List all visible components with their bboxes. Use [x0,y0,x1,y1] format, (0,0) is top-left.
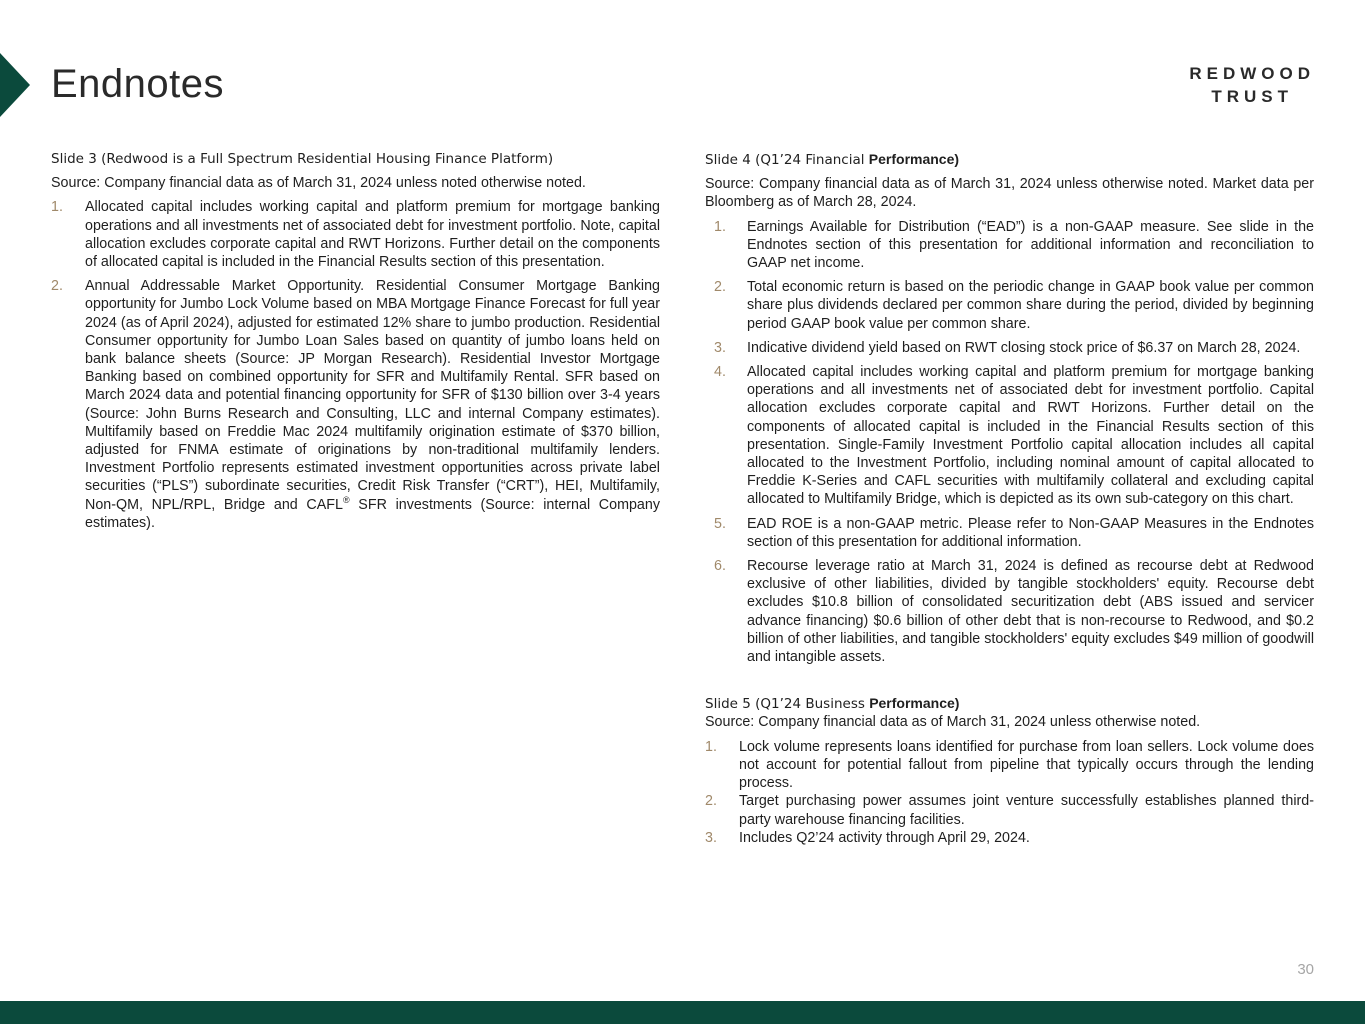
slide4-heading [705,150,1314,169]
note-text: Annual Addressable Market Opportunity. Residential Consumer Mortgage Banking opportunity for Jumbo Lock Volume based on MBA Mortgage Finance Forecast for full year 2024 (as of April 2024), adjusted for estimated 12% share to jumbo production. Residential Consumer opportunity for Jumbo Loan Sales based on quantity of jumbo loans held on bank balance sheets (Source: JP Morgan Research). Residential Investor Mortgage Banking based on combined opportunity for SFR and Multifamily Rental. SFR based on March 2024 data and potential financing opportunity for SFR of $130 billion over 3-4 years (Source: John Burns Research and Consulting, LLC and internal Company estimates). Multifamily based on Freddie Mac 2024 multifamily origination estimate of $370 billion, adjusted for FNMA estimate of originations by non-traditional multifamily lenders. Investment Portfolio represents estimated investment opportunities across private label securities (“PLS”) subordinate securities, Credit Risk Transfer (“CRT”), HEI, Multifamily, Non-QM, NPL/RPL, Bridge and CAFL [85,278,660,513]
note-text-end: SFR investments (Source: internal Company estimates). [85,496,660,531]
note-text: Recourse leverage ratio at March 31, 2024 is defined as recourse debt at Redwood exclusive of other liabilities, divided by tangible stockholders' equity. Recourse debt excludes $10.8 billion of consolidated securitization debt (ABS issued and servicer advance financing) $0.6 billion of other debt that is non-recourse to Redwood, and $0.2 billion of other liabilities, and tangible stockholders' equity excludes $49 million of goodwill and intangible assets. [747,558,1314,666]
note-number: 2. [705,793,717,810]
note-number: 2. [51,278,63,295]
note-text: Total economic return is based on the periodic change in GAAP book value per common share plus dividends declared per common share during the period, divided by beginning period GAAP book value per common share. [747,279,1314,332]
note-text: Includes Q2’24 activity through April 29, 2024. [739,829,1030,846]
note-number: 5. [714,515,726,532]
slide5-heading-text: Slide 5 (Q1’24 Business [705,696,870,713]
note-text: Target purchasing power assumes joint venture successfully establishes planned third-party warehouse financing facilities. [739,793,1314,828]
note-number: 6. [714,558,726,575]
note-text: Indicative dividend yield based on RWT closing stock price of $6.37 on March 28, 2024. [747,339,1301,356]
slide4-source: Source: Company financial data as of March 31, 2024 unless otherwise noted. Market data per Bloomberg as of March 28, 2024. [705,176,1314,211]
footer-bar [0,1001,1365,1024]
note-text: EAD ROE is a non-GAAP metric. Please refer to Non-GAAP Measures in the Endnotes section of this presentation for additional information. [747,515,1314,550]
page-number: 30 [1297,961,1314,978]
slide5-heading [705,694,1314,713]
logo-line-1: REDWOOD [1189,64,1315,83]
list-item [51,277,660,532]
note-number: 2. [714,279,726,296]
list-item [705,278,1314,333]
slide4-notes [705,218,1314,667]
page-title: Endnotes [51,62,225,106]
slide5-heading-bold: Performance) [869,695,960,712]
slide5-source: Source: Company financial data as of March 31, 2024 unless otherwise noted. [705,714,1201,731]
note-number: 4. [714,364,726,381]
note-text: Earnings Available for Distribution (“EAD”) is a non-GAAP measure. See slide in the Endnotes section of this presentation for additional information and reconciliation to GAAP net income. [747,218,1314,272]
list-item [705,557,1314,666]
list-item [51,198,660,271]
title-accent-triangle [0,53,30,117]
list-item [705,792,1314,828]
list-item [705,515,1314,551]
list-item [705,363,1314,509]
slide3-notes [51,198,660,532]
note-number: 1. [714,218,726,235]
section-spacer [705,672,1314,694]
note-number: 1. [705,738,717,755]
note-number: 3. [714,339,726,356]
list-item [705,738,1314,793]
logo-line-2: TRUST [1211,87,1293,106]
redwood-trust-logo [1189,62,1315,108]
list-item [705,339,1314,357]
note-number: 1. [51,199,63,216]
slide4-heading-text: Slide 4 (Q1’24 Financial [705,152,869,168]
note-text: Lock volume represents loans identified for purchase from loan sellers. Lock volume does not account for potential fallout from pipeline that typically occurs through the lending process. [739,738,1314,792]
registered-mark: ® [342,494,350,505]
slide3-heading: Slide 3 (Redwood is a Full Spectrum Residential Housing Finance Platform) [51,151,554,167]
slide4-heading-bold: Performance) [868,151,960,167]
right-column [705,150,1314,847]
note-number: 3. [705,829,717,846]
slide3-source: Source: Company financial data as of March 31, 2024 unless noted otherwise noted. [51,175,586,192]
left-column [51,150,660,538]
note-text: Allocated capital includes working capital and platform premium for mortgage banking operations and all investments net of associated debt for investment portfolio. Capital allocation excludes corporate capital and RWT Horizons. Further detail on the components of allocated capital is included in the Financial Results section of this presentation. Single-Family Investment Portfolio capital allocation includes all capital allocated to the Investment Portfolio, including nominal amount of capital allocated to Freddie K-Series and CAFL securities with multifamily collateral and excluding capital allocated to Multifamily Bridge, which is depicted as its own sub-category on this chart. [747,364,1314,508]
list-item [705,218,1314,273]
list-item [705,829,1314,847]
note-text: Allocated capital includes working capital and platform premium for mortgage banking operations and all investments net of associated debt for investment portfolio. Note, capital allocation excludes corporate capital and RWT Horizons. Further detail on the components of allocated capital is included in the Financial Results section of this presentation. [85,199,660,271]
slide5-notes [705,738,1314,847]
